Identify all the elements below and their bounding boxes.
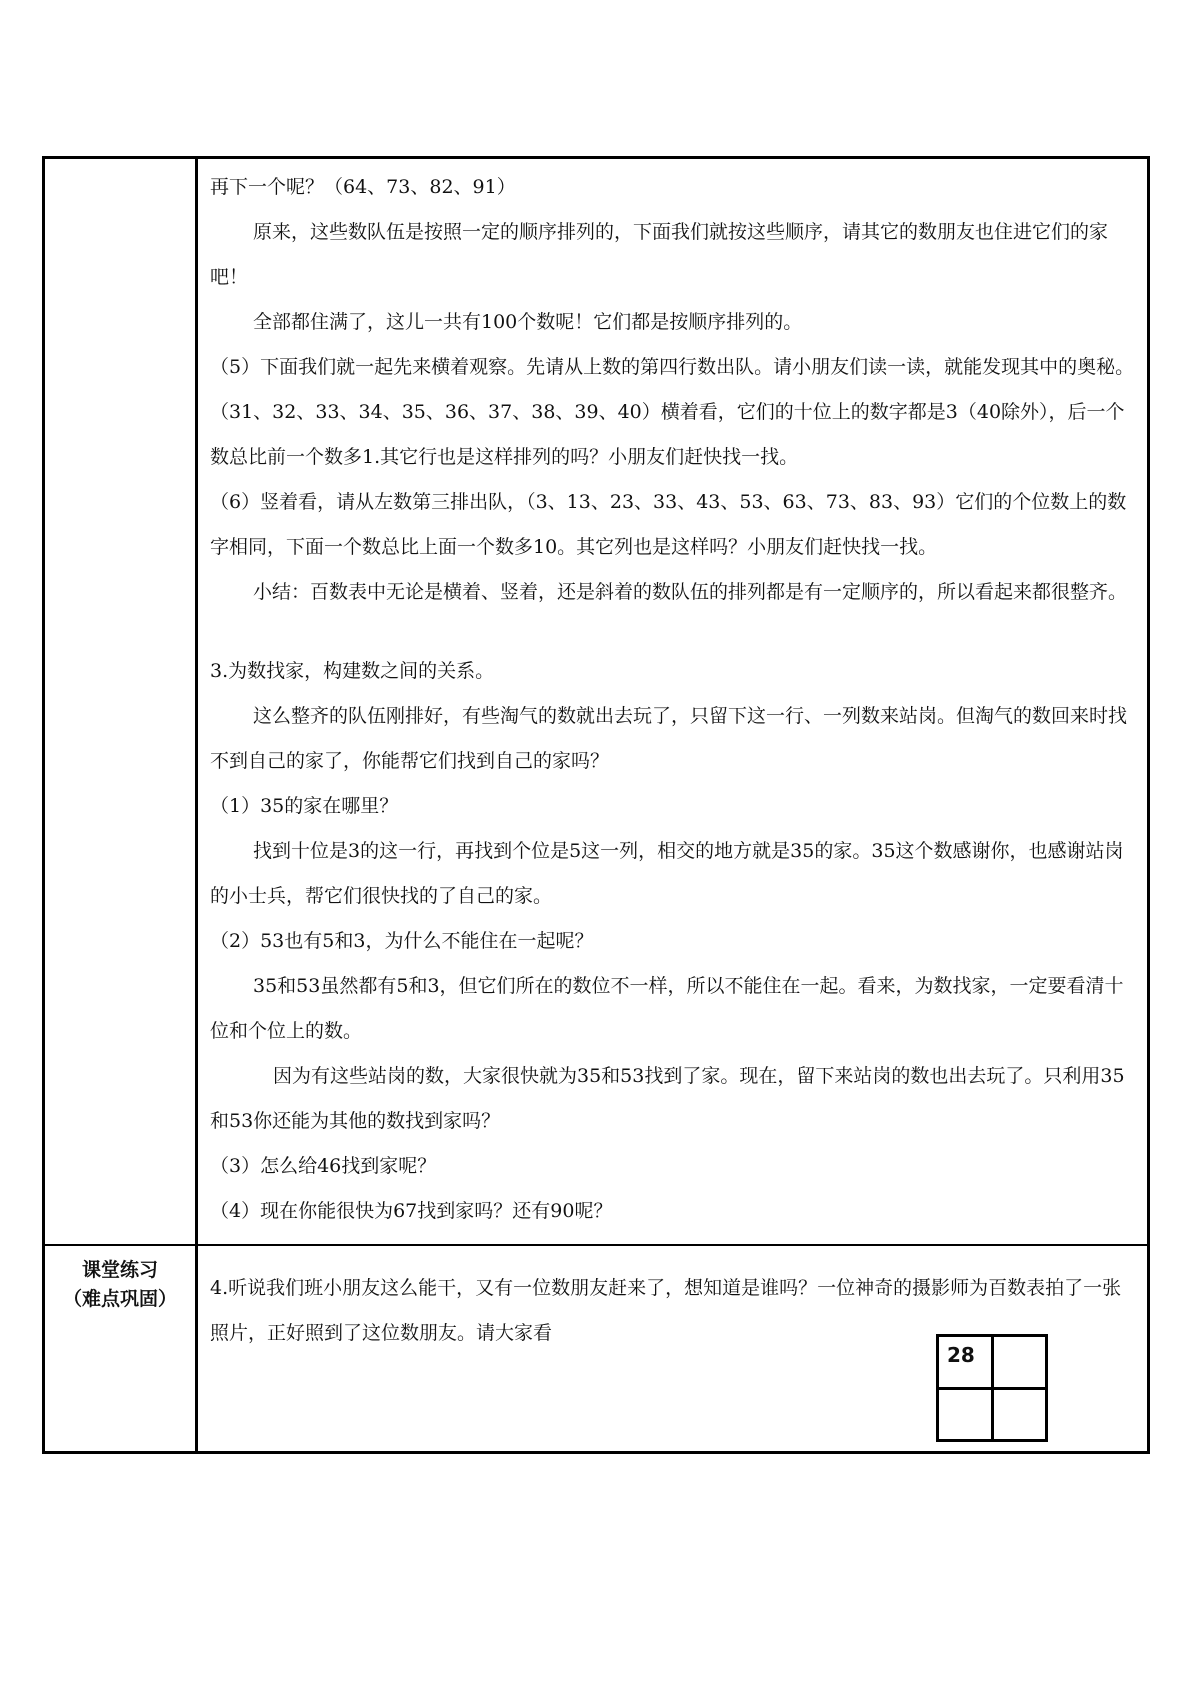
paragraph: 全部都住满了，这儿一共有100个数呢！它们都是按顺序排列的。 <box>253 311 803 333</box>
grid-number: 28 <box>947 1343 975 1367</box>
content-cell <box>197 158 1149 1246</box>
exercise-paragraph: 4.听说我们班小朋友这么能干，又有一位数朋友赶来了，想知道是谁吗？一位神奇的摄影师为百数表拍了一张照片，正好照到了这位数朋友。请大家看 <box>210 1277 1122 1344</box>
paragraph: 这么整齐的队伍刚排好，有些淘气的数就出去玩了，只留下这一行、一列数来站岗。但淘气的数回来时找不到自己的家了，你能帮它们找到自己的家吗？ <box>210 705 1128 772</box>
paragraph: 找到十位是3的这一行，再找到个位是5这一列，相交的地方就是35的家。35这个数感谢你，也感谢站岗的小士兵，帮它们很快找的了自己的家。 <box>210 840 1124 907</box>
paragraph: （5）下面我们就一起先来横着观察。先请从上数的第四行数出队。请小朋友们读一读，就能发现其中的奥秘。（31、32、33、34、35、36、37、38、39、40）横着看，它们的十位上的数字都是3（40除外），后一个数总比前一个数多1.其它行也是这样排列的吗？小朋友们赶快找一找。 <box>210 356 1135 468</box>
table-row <box>44 1245 1149 1453</box>
number-grid-figure <box>936 1334 1048 1442</box>
table-row <box>44 158 1149 1246</box>
paragraph: （3）怎么给46找到家呢？ <box>210 1155 437 1177</box>
paragraph: （4）现在你能很快为67找到家吗？还有90呢？ <box>210 1200 613 1222</box>
section-heading: 3.为数找家，构建数之间的关系。 <box>210 660 495 682</box>
content-body <box>198 159 1147 1244</box>
paragraph: 原来，这些数队伍是按照一定的顺序排列的，下面我们就按这些顺序，请其它的数朋友也住进它们的家吧！ <box>210 221 1109 288</box>
paragraph: 再下一个呢？（64、73、82、91） <box>210 176 516 198</box>
paragraph: 因为有这些站岗的数，大家很快就为35和53找到了家。现在，留下来站岗的数也出去玩了。只利用35和53你还能为其他的数找到家吗？ <box>210 1065 1125 1132</box>
left-cell-empty <box>44 158 197 1246</box>
paragraph: （1）35的家在哪里？ <box>210 795 399 817</box>
section-label <box>45 1246 195 1314</box>
section-label-subtitle: （难点巩固） <box>62 1288 177 1310</box>
section-label-cell <box>44 1245 197 1453</box>
paragraph: （6）竖着看，请从左数第三排出队，（3、13、23、33、43、53、63、73、83、93）它们的个位数上的数字相同，下面一个数总比上面一个数多10。其它列也是这样吗？小朋友们赶快找一找。 <box>210 491 1127 558</box>
lesson-table <box>42 156 1150 1454</box>
paragraph: 小结：百数表中无论是横着、竖着，还是斜着的数队伍的排列都是有一定顺序的，所以看起来都很整齐。 <box>253 581 1128 603</box>
exercise-cell <box>197 1245 1149 1453</box>
paragraph: 35和53虽然都有5和3，但它们所在的数位不一样，所以不能住在一起。看来，为数找家，一定要看清十位和个位上的数。 <box>210 975 1124 1042</box>
paragraph: （2）53也有5和3，为什么不能住在一起呢？ <box>210 930 594 952</box>
section-label-title: 课堂练习 <box>81 1259 158 1281</box>
grid-divider <box>939 1387 1045 1390</box>
exercise-body <box>198 1246 1147 1451</box>
